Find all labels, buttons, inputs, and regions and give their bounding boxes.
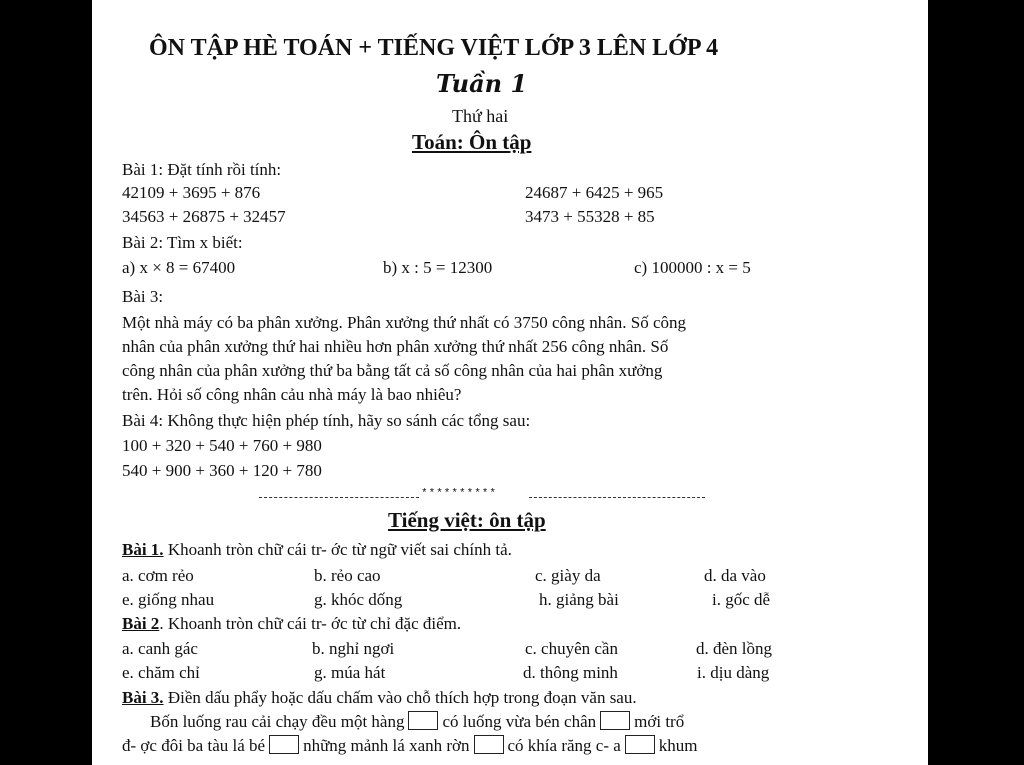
viet-bai1-text: Khoanh tròn chữ cái tr- ớc từ ngữ viết sai chính tả. bbox=[163, 540, 512, 559]
option-item: h. giảng bài bbox=[539, 590, 619, 609]
option-item: b. nghỉ ngơi bbox=[312, 639, 395, 658]
passage-segment: những mảnh lá xanh rờn bbox=[303, 736, 470, 755]
option-item: c. chuyên cần bbox=[525, 639, 618, 658]
viet-bai2 bbox=[122, 614, 461, 634]
option-item: g. múa hát bbox=[314, 663, 386, 682]
divider-dashes-right bbox=[529, 497, 705, 498]
word-problem-line: công nhân của phân xưởng thứ ba bằng tất cả số công nhân của hai phân xưởng bbox=[122, 361, 663, 380]
sum-expression: 100 + 320 + 540 + 760 + 980 bbox=[122, 436, 322, 455]
option-item: e. chăm chỉ bbox=[122, 663, 200, 682]
passage-segment: khum bbox=[658, 736, 698, 755]
passage-segment: đ- ợc đôi ba tàu lá bé bbox=[122, 736, 266, 755]
fill-in-passage-line bbox=[122, 735, 698, 756]
viet-bai1-label: Bài 1. bbox=[122, 540, 164, 559]
passage-segment: có khía răng c- a bbox=[507, 736, 621, 755]
math-bai3-label: Bài 3: bbox=[122, 287, 164, 306]
math-expression: 34563 + 26875 + 32457 bbox=[122, 207, 286, 226]
math-expression: 3473 + 55328 + 85 bbox=[525, 207, 655, 226]
math-bai2-label: Bài 2: Tìm x biết: bbox=[122, 233, 243, 252]
divider-dashes-left bbox=[259, 497, 419, 498]
option-item: d. da vào bbox=[704, 566, 766, 585]
word-problem-line: Một nhà máy có ba phân xưởng. Phân xưởng thứ nhất có 3750 công nhân. Số công bbox=[122, 313, 687, 332]
blank-box[interactable] bbox=[474, 735, 504, 754]
viet-bai3-text: Điền dấu phẩy hoặc dấu chấm vào chỗ thích hợp trong đoạn văn sau. bbox=[163, 688, 637, 707]
passage-segment: có luống vừa bén chân bbox=[442, 712, 597, 731]
blank-box[interactable] bbox=[269, 735, 299, 754]
math-equation: c) 100000 : x = 5 bbox=[634, 258, 751, 277]
option-item: c. giày da bbox=[535, 566, 601, 585]
blank-box[interactable] bbox=[408, 711, 438, 730]
option-item: d. thông minh bbox=[523, 663, 618, 682]
divider-stars: ********** bbox=[421, 488, 498, 500]
option-item: g. khóc dống bbox=[314, 590, 403, 609]
day-label: Thứ hai bbox=[452, 106, 509, 126]
math-heading: Toán: Ôn tập bbox=[412, 130, 532, 154]
math-expression: 42109 + 3695 + 876 bbox=[122, 183, 261, 202]
viet-bai1 bbox=[122, 540, 512, 560]
math-bai1-label: Bài 1: Đặt tính rồi tính: bbox=[122, 160, 282, 179]
viet-bai3-label: Bài 3. bbox=[122, 688, 164, 707]
word-problem-line: trên. Hỏi số công nhân cảu nhà máy là bao nhiêu? bbox=[122, 385, 462, 404]
viet-bai3 bbox=[122, 688, 637, 708]
blank-box[interactable] bbox=[600, 711, 630, 730]
document-page bbox=[92, 0, 928, 765]
option-item: i. dịu dàng bbox=[697, 663, 770, 682]
week-heading: Tuần 1 bbox=[436, 69, 528, 98]
math-expression: 24687 + 6425 + 965 bbox=[525, 183, 664, 202]
viet-heading: Tiếng việt: ôn tập bbox=[388, 508, 546, 532]
sum-expression: 540 + 900 + 360 + 120 + 780 bbox=[122, 461, 322, 480]
viet-bai2-text: . Khoanh tròn chữ cái tr- ớc từ chỉ đặc điểm. bbox=[159, 614, 462, 633]
math-bai4-label: Bài 4: Không thực hiện phép tính, hãy so sánh các tổng sau: bbox=[122, 411, 531, 430]
option-item: a. canh gác bbox=[122, 639, 198, 658]
option-item: i. gốc dễ bbox=[712, 590, 771, 609]
word-problem-line: nhân của phân xưởng thứ hai nhiều hơn phân xưởng thứ nhất 256 công nhân. Số bbox=[122, 337, 669, 356]
option-item: d. đèn lồng bbox=[696, 639, 773, 658]
option-item: b. rẻo cao bbox=[314, 566, 381, 585]
viet-bai2-label: Bài 2 bbox=[122, 614, 160, 633]
passage-segment: Bốn luống rau cải chạy đều một hàng bbox=[150, 712, 405, 731]
option-item: a. cơm rẻo bbox=[122, 566, 194, 585]
passage-segment: mới trổ bbox=[634, 712, 685, 731]
option-item: e. giống nhau bbox=[122, 590, 215, 609]
fill-in-passage-line bbox=[150, 711, 684, 732]
math-equation: a) x × 8 = 67400 bbox=[122, 258, 236, 277]
document-title: ÔN TẬP HÈ TOÁN + TIẾNG VIỆT LỚP 3 LÊN LỚP 4 bbox=[149, 35, 719, 61]
math-equation: b) x : 5 = 12300 bbox=[383, 258, 493, 277]
blank-box[interactable] bbox=[625, 735, 655, 754]
